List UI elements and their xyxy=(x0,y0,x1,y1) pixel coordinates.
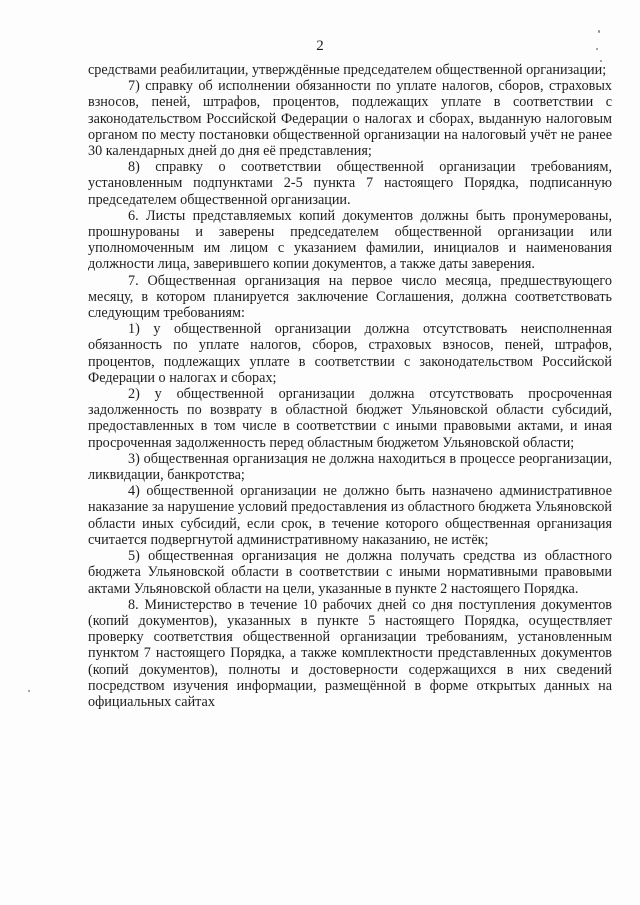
paragraph-continuation: средствами реабилитации, утверждённые председателем общественной организации; xyxy=(88,62,607,78)
document-body xyxy=(88,62,612,710)
scan-speck xyxy=(596,48,598,50)
page-number: 2 xyxy=(316,38,324,54)
paragraph-requirement-2: 2) у общественной организации должна отсутствовать просроченная задолженность по возврату в областной бюджет Ульяновской области субсидий, предоставленных в том числе в соответствии с иными правовыми актами, и иная просроченная задолженность перед областным бюджетом Ульяновской области; xyxy=(88,386,612,451)
paragraph-item-8: 8) справку о соответствии общественной организации требованиям, установленным подпунктами 2-5 пункта 7 настоящего Порядка, подписанную председателем общественной организации. xyxy=(88,159,612,208)
paragraph-requirement-4: 4) общественной организации не должно быть назначено административное наказание за нарушение условий предоставления из областного бюджета Ульяновской области иных субсидий, если срок, в течение которого общественная организация считается подвергнутой административному наказанию, не истёк; xyxy=(88,483,612,548)
paragraph-requirement-3: 3) общественная организация не должна находиться в процессе реорганизации, ликвидации, банкротства; xyxy=(88,450,612,484)
paragraph-section-8: 8. Министерство в течение 10 рабочих дней со дня поступления документов (копий документов), указанных в пункте 5 настоящего Порядка, осуществляет проверку соответствия общественной организации требованиям, установленным пунктом 7 настоящего Порядка, а также комплектности представленных документов (копий документов), полноты и достоверности содержащихся в них сведений посредством изучения информации, размещённой в форме открытых данных на официальных сайтах xyxy=(88,596,612,710)
paragraph-section-6: 6. Листы представляемых копий документов должны быть пронумерованы, прошнурованы и заверены председателем общественной организации или уполномоченным им лицом с указанием фамилии, инициалов и наименования должности лица, заверившего копии документов, а также даты заверения. xyxy=(88,207,612,273)
scan-speck xyxy=(28,690,30,692)
paragraph-section-7: 7. Общественная организация на первое число месяца, предшествующего месяцу, в котором планируется заключение Соглашения, должна соответствовать следующим требованиям: xyxy=(88,272,612,322)
paragraph-requirement-5: 5) общественная организация не должна получать средства из областного бюджета Ульяновской области в соответствии с иными нормативными правовыми актами Ульяновской области на цели, указанные в пункте 2 настоящего Порядка. xyxy=(88,548,612,597)
paragraph-requirement-1: 1) у общественной организации должна отсутствовать неисполненная обязанность по уплате налогов, сборов, страховых взносов, пеней, штрафов, процентов, подлежащих уплате в соответствии с законодательством Российской Федерации о налогах и сборах; xyxy=(88,321,612,386)
paragraph-item-7: 7) справку об исполнении обязанности по уплате налогов, сборов, страховых взносов, пеней, штрафов, процентов, подлежащих уплате в соответствии с законодательством Российской Федерации о налогах и сборах, выданную налоговым органом по месту постановки общественной организации на налоговый учёт не ранее 30 календарных дней до дня её представления; xyxy=(88,78,612,160)
scan-speck xyxy=(600,60,602,62)
scan-speck xyxy=(598,30,600,33)
